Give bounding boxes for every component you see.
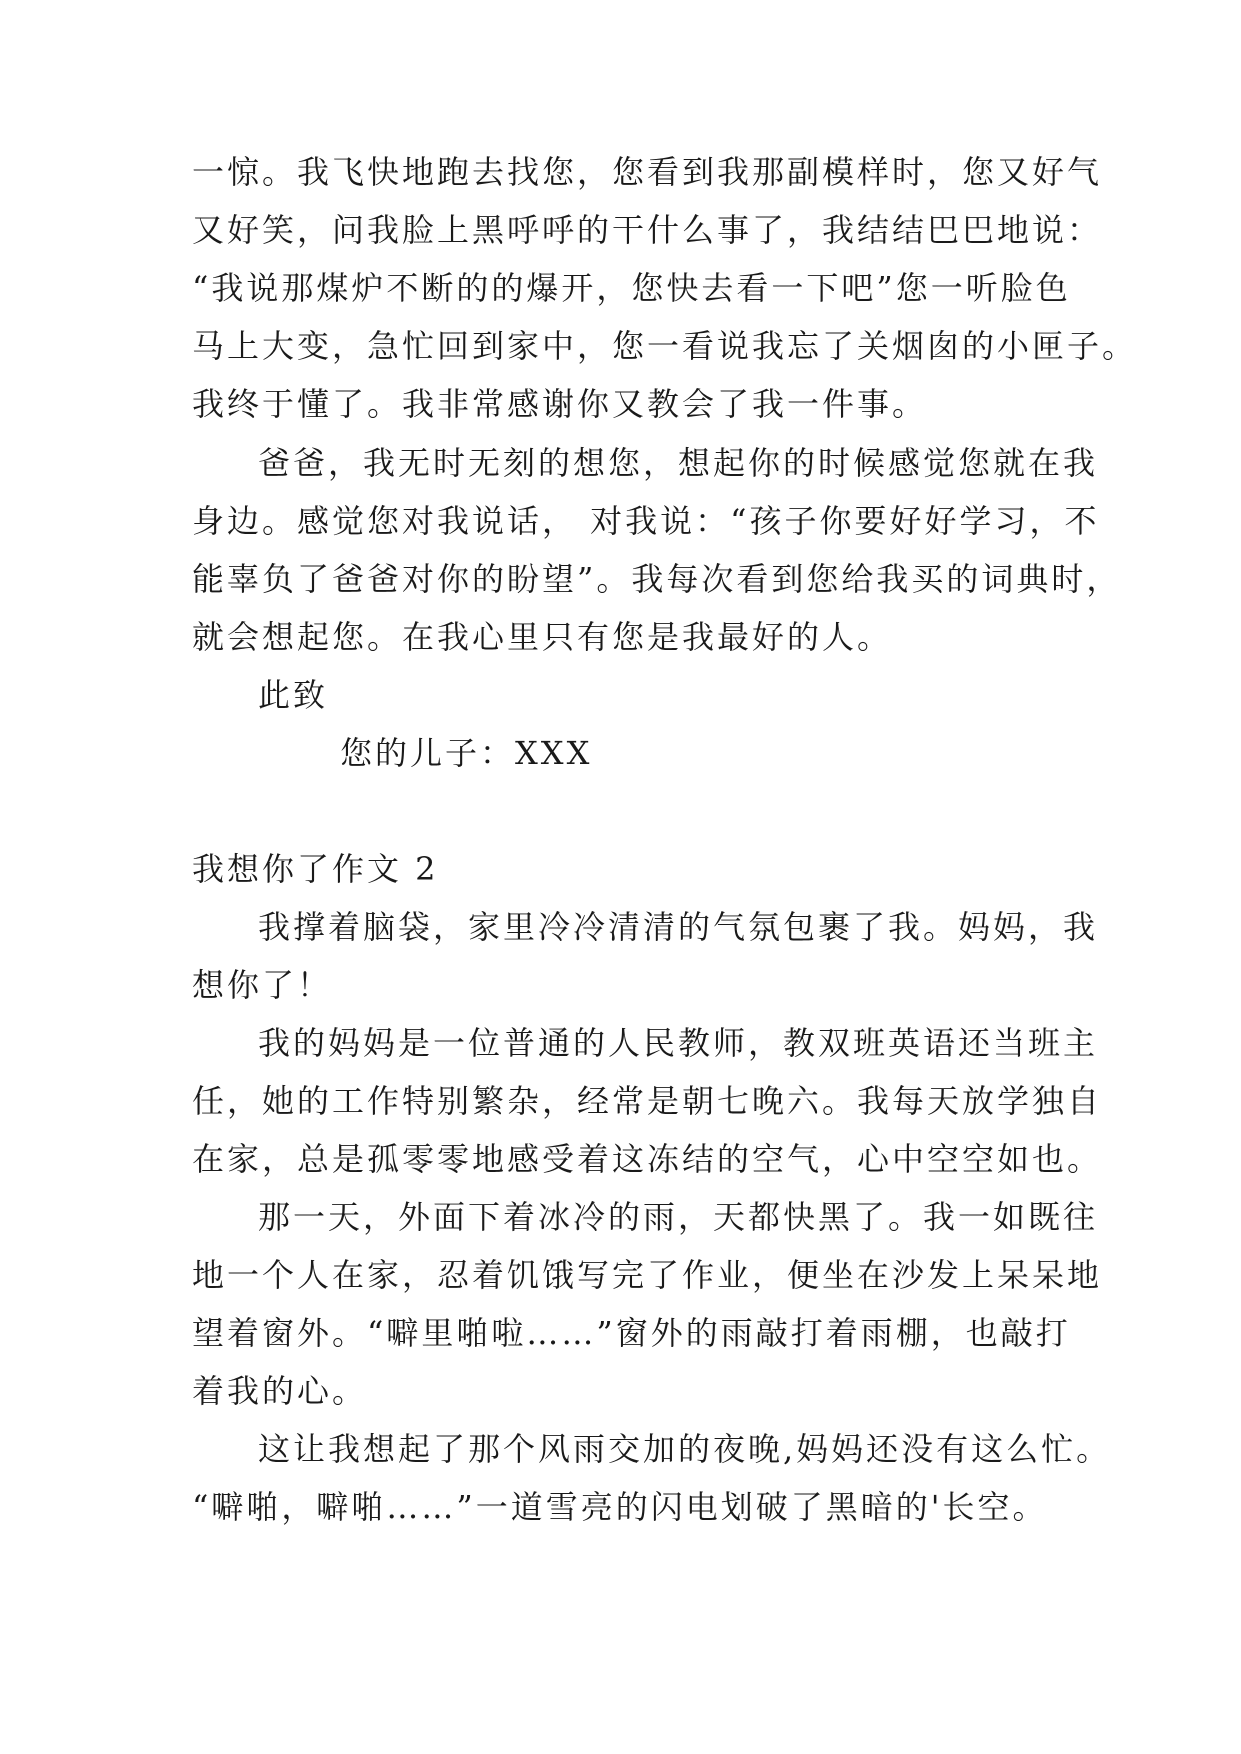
paragraph-line: 任，她的工作特别繁杂，经常是朝七晚六。我每天放学独自 — [192, 1082, 1103, 1120]
paragraph-line: 一惊。我飞快地跑去找您，您看到我那副模样时，您又好气 — [192, 153, 1103, 191]
paragraph-line: 身边。感觉您对我说话， 对我说：“孩子你要好好学习，不 — [192, 502, 1100, 540]
letter-signature: 您的儿子：XXX — [340, 734, 593, 772]
paragraph-line: “噼啪，噼啪……”一道雪亮的闪电划破了黑暗的'长空。 — [192, 1488, 1048, 1526]
paragraph-line: 我的妈妈是一位普通的人民教师，教双班英语还当班主 — [258, 1024, 1099, 1062]
letter-closing: 此致 — [258, 676, 329, 714]
paragraph-line: 我终于懂了。我非常感谢你又教会了我一件事。 — [192, 385, 928, 423]
paragraph-line: 地一个人在家，忍着饥饿写完了作业，便坐在沙发上呆呆地 — [192, 1256, 1103, 1294]
paragraph-line: 马上大变，急忙回到家中，您一看说我忘了关烟囱的小匣子。 — [192, 327, 1138, 365]
paragraph-line: 能辜负了爸爸对你的盼望”。我每次看到您给我买的词典时， — [192, 560, 1122, 598]
paragraph-line: 想你了！ — [192, 966, 333, 1004]
paragraph-line: 又好笑，问我脸上黑呼呼的干什么事了，我结结巴巴地说： — [192, 211, 1103, 249]
paragraph-line: “我说那煤炉不断的的爆开，您快去看一下吧”您一听脸色 — [192, 269, 1071, 307]
paragraph-line: 爸爸，我无时无刻的想您，想起你的时候感觉您就在我 — [258, 444, 1099, 482]
paragraph-line: 在家，总是孤零零地感受着这冻结的空气，心中空空如也。 — [192, 1140, 1103, 1178]
essay-title: 我想你了作文 2 — [192, 850, 439, 888]
paragraph-line: 着我的心。 — [192, 1372, 368, 1410]
paragraph-line: 这让我想起了那个风雨交加的夜晚,妈妈还没有这么忙。 — [258, 1430, 1112, 1468]
paragraph-line: 那一天，外面下着冰冷的雨，天都快黑了。我一如既往 — [258, 1198, 1099, 1236]
paragraph-line: 我撑着脑袋，家里冷冷清清的气氛包裹了我。妈妈，我 — [258, 908, 1099, 946]
paragraph-line: 就会想起您。在我心里只有您是我最好的人。 — [192, 618, 893, 656]
paragraph-line: 望着窗外。“噼里啪啦……”窗外的雨敲打着雨棚，也敲打 — [192, 1314, 1071, 1352]
